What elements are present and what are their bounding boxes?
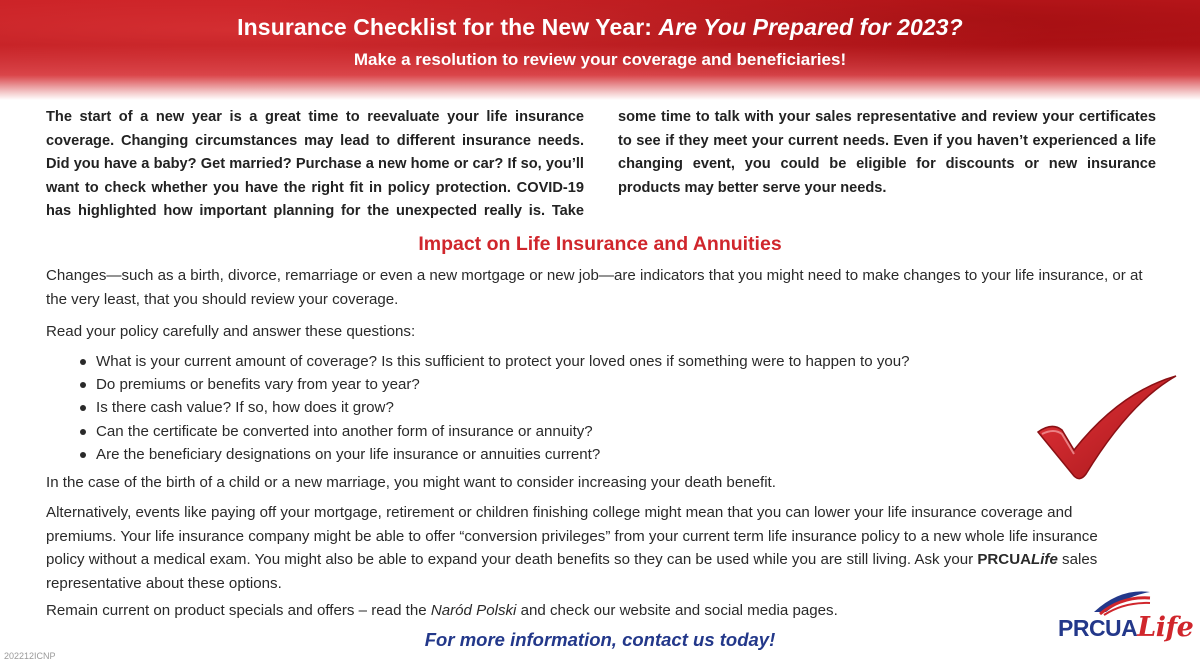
newspaper-name: Naród Polski xyxy=(430,602,517,619)
checkmark-icon xyxy=(1030,372,1180,482)
list-item: Is there cash value? If so, how does it grow? xyxy=(46,396,1026,419)
paragraph-alternatively xyxy=(46,501,1131,595)
title-emphasis: Are You Prepared for 2023? xyxy=(658,14,963,40)
paragraph-read-policy: Read your policy carefully and answer these questions: xyxy=(46,323,416,340)
section-heading: Impact on Life Insurance and Annuities xyxy=(418,233,782,255)
brand-name xyxy=(977,551,1058,568)
p5-end: and check our website and social media pages. xyxy=(516,602,838,619)
logo-suffix: Life xyxy=(1137,612,1194,643)
logo-prefix: PRCUA xyxy=(1058,615,1138,641)
contact-cta: For more information, contact us today! xyxy=(424,629,776,650)
page-title xyxy=(0,14,1200,41)
list-item: What is your current amount of coverage? Is this sufficient to protect your loved ones if something were to happen to you? xyxy=(46,350,1026,373)
p5-start: Remain current on product specials and offers – read the xyxy=(46,602,431,619)
paragraph-remain-current xyxy=(46,599,1156,623)
brand-suffix: Life xyxy=(1031,551,1058,568)
prcua-life-logo xyxy=(1058,586,1196,656)
logo-wordmark xyxy=(1058,612,1193,643)
list-item: Are the beneficiary designations on your life insurance or annuities current? xyxy=(46,443,1026,466)
paragraph-changes: Changes—such as a birth, divorce, remarriage or even a new mortgage or new job—are indicators that you might need to make changes to your life insurance, or at the very least, that you should review your coverage. xyxy=(46,267,1143,308)
document-code: 202212ICNP xyxy=(4,651,56,661)
paragraph-birth: In the case of the birth of a child or a new marriage, you might want to consider increasing your death benefit. xyxy=(46,474,776,491)
questions-list xyxy=(46,350,1026,466)
list-item: Do premiums or benefits vary from year to year? xyxy=(46,373,1026,396)
p4-end: sales representative about these options. xyxy=(46,551,1098,592)
p4-start: Alternatively, events like paying off your mortgage, retirement or children finishing college might mean that you can lower your life insurance coverage and premiums. Your life insurance company might be able to offer “conversion privileges” from your current term life insurance policy to a new whole life insurance policy without a medical exam. You might also be able to expand your death benefits so they can be used while you are still living. Ask your xyxy=(46,504,1098,568)
header-banner xyxy=(0,0,1200,100)
intro-paragraph: The start of a new year is a great time to reevaluate your life insurance coverage. Changing circumstances may lead to different insurance needs. Did you have a baby? Get married? Purchase a new home or car? If so, you’ll want to check whether you have the right fit in policy protection. COVID-19 has highlighted how important planning for the unexpected really is. Take some time to talk with your sales representative and review your certificates to see if they meet your current needs. Even if you haven’t experienced a life changing event, you could be eligible for discounts or new insurance products may better serve your needs. xyxy=(46,109,1156,219)
page-subtitle: Make a resolution to review your coverage and beneficiaries! xyxy=(353,50,847,69)
title-main: Insurance Checklist for the New Year: xyxy=(237,14,659,40)
list-item: Can the certificate be converted into another form of insurance or annuity? xyxy=(46,420,1026,443)
brand-prefix: PRCUA xyxy=(977,551,1031,568)
